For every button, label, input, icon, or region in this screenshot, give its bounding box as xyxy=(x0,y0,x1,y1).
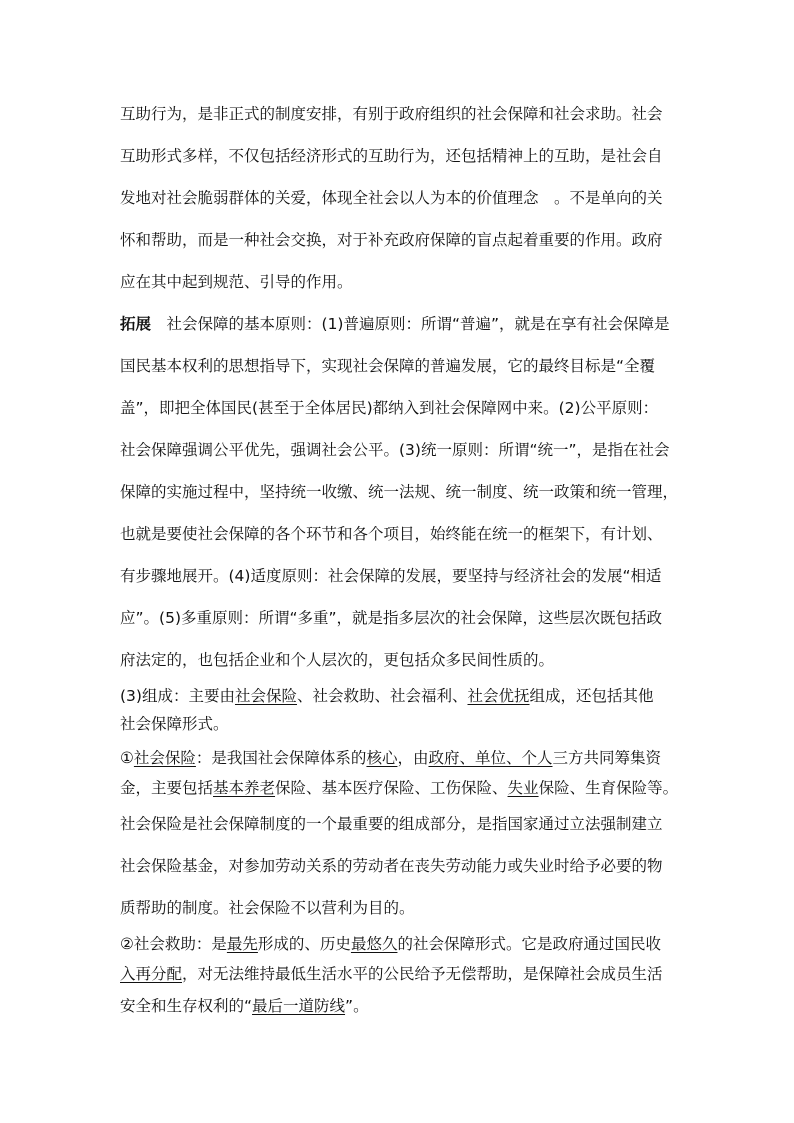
para1-line-3: 发地对社会脆弱群体的关爱，体现全社会以人为本的价值理念 。不是单向的关 xyxy=(120,189,663,207)
extension-line-4: 社会保障强调公平优先，强调社会公平。(3)统一原则：所谓“统一”，是指在社会 xyxy=(120,441,670,459)
composition-line-2: 社会保障形式。 xyxy=(120,715,229,733)
extension-line-3: 盖”，即把全体国民(甚至于全体居民)都纳入到社会保障网中来。(2)公平原则： xyxy=(120,399,659,417)
extension-line-5: 保障的实施过程中，坚持统一收缴、统一法规、统一制度、统一政策和统一管理， xyxy=(120,483,679,501)
underlined-term: 社会优抚 xyxy=(467,687,530,705)
insurance-line-1 xyxy=(120,748,680,768)
text-run: 保险、基本医疗保险、工伤保险、 xyxy=(275,779,508,797)
text-run: ① xyxy=(120,749,134,767)
text-run: ：是我国社会保障体系的 xyxy=(195,749,367,767)
text-run: 形成的、历史 xyxy=(257,935,351,953)
extension-label: 拓展 xyxy=(120,315,152,333)
extension-line-6: 也就是要使社会保障的各个环节和各个项目，始终能在统一的框架下，有计划、 xyxy=(120,525,663,543)
text-run: ，由 xyxy=(397,749,429,767)
text-run: 金，主要包括 xyxy=(120,779,214,797)
text-run: (3)组成：主要由 xyxy=(120,687,235,705)
extension-line-1 xyxy=(120,314,680,334)
extension-line-9: 府法定的，也包括企业和个人层次的，更包括众多民间性质的。 xyxy=(120,651,555,669)
para1-line-4: 怀和帮助，而是一种社会交换，对于补充政府保障的盲点起着重要的作用。政府 xyxy=(120,231,663,249)
extension-line-2: 国民基本权利的思想指导下，实现社会保障的普遍发展，它的最终目标是“全覆 xyxy=(120,357,656,375)
composition-line-1 xyxy=(120,686,680,706)
text-run: ”。 xyxy=(345,997,369,1015)
assistance-line-3 xyxy=(120,996,680,1016)
text-run: 三方共同筹集资 xyxy=(552,749,661,767)
underlined-term: 最先 xyxy=(226,935,258,953)
underlined-term: 失业 xyxy=(507,779,539,797)
underlined-term: 入再分配 xyxy=(120,965,183,983)
para1-line-1: 互助行为，是非正式的制度安排，有别于政府组织的社会保障和社会求助。社会 xyxy=(120,105,663,123)
insurance-line-2 xyxy=(120,778,680,798)
text-run: 安全和生存权利的“ xyxy=(120,997,253,1015)
para1-line-2: 互助形式多样，不仅包括经济形式的互助行为，还包括精神上的互助，是社会自 xyxy=(120,147,663,165)
extension-text: 社会保障的基本原则：(1)普遍原则：所谓“普遍”，就是在享有社会保障是 xyxy=(151,315,670,333)
text-run: 、社会救助、社会福利、 xyxy=(296,687,468,705)
para1-line-5: 应在其中起到规范、引导的作用。 xyxy=(120,273,353,291)
assistance-line-1 xyxy=(120,934,680,954)
text-run: 组成，还包括其他 xyxy=(529,687,654,705)
insurance-line-5: 质帮助的制度。社会保险不以营利为目的。 xyxy=(120,899,415,917)
underlined-term: 核心 xyxy=(366,749,398,767)
underlined-term: 最后一道防线 xyxy=(252,997,346,1015)
underlined-term: 社会保险 xyxy=(133,749,196,767)
text-run: 的社会保障形式。它是政府通过国民收 xyxy=(397,935,661,953)
underlined-term: 社会保险 xyxy=(234,687,297,705)
underlined-term: 基本养老 xyxy=(213,779,276,797)
text-run: ，对无法维持最低生活水平的公民给予无偿帮助，是保障社会成员生活 xyxy=(182,965,663,983)
extension-line-7: 有步骤地展开。(4)适度原则：社会保障的发展，要坚持与经济社会的发展“相适 xyxy=(120,567,662,585)
underlined-term: 政府、单位、个人 xyxy=(428,749,553,767)
insurance-line-4: 社会保险基金，对参加劳动关系的劳动者在丧失劳动能力或失业时给予必要的物 xyxy=(120,857,663,875)
text-run: ②社会救助：是 xyxy=(120,935,227,953)
insurance-line-3: 社会保险是社会保障制度的一个最重要的组成部分，是指国家通过立法强制建立 xyxy=(120,815,663,833)
assistance-line-2 xyxy=(120,964,680,984)
text-run: 保险、生育保险等。 xyxy=(538,779,679,797)
extension-line-8: 应”。(5)多重原则：所谓“多重”，就是指多层次的社会保障，这些层次既包括政 xyxy=(120,609,663,627)
underlined-term: 最悠久 xyxy=(350,935,398,953)
